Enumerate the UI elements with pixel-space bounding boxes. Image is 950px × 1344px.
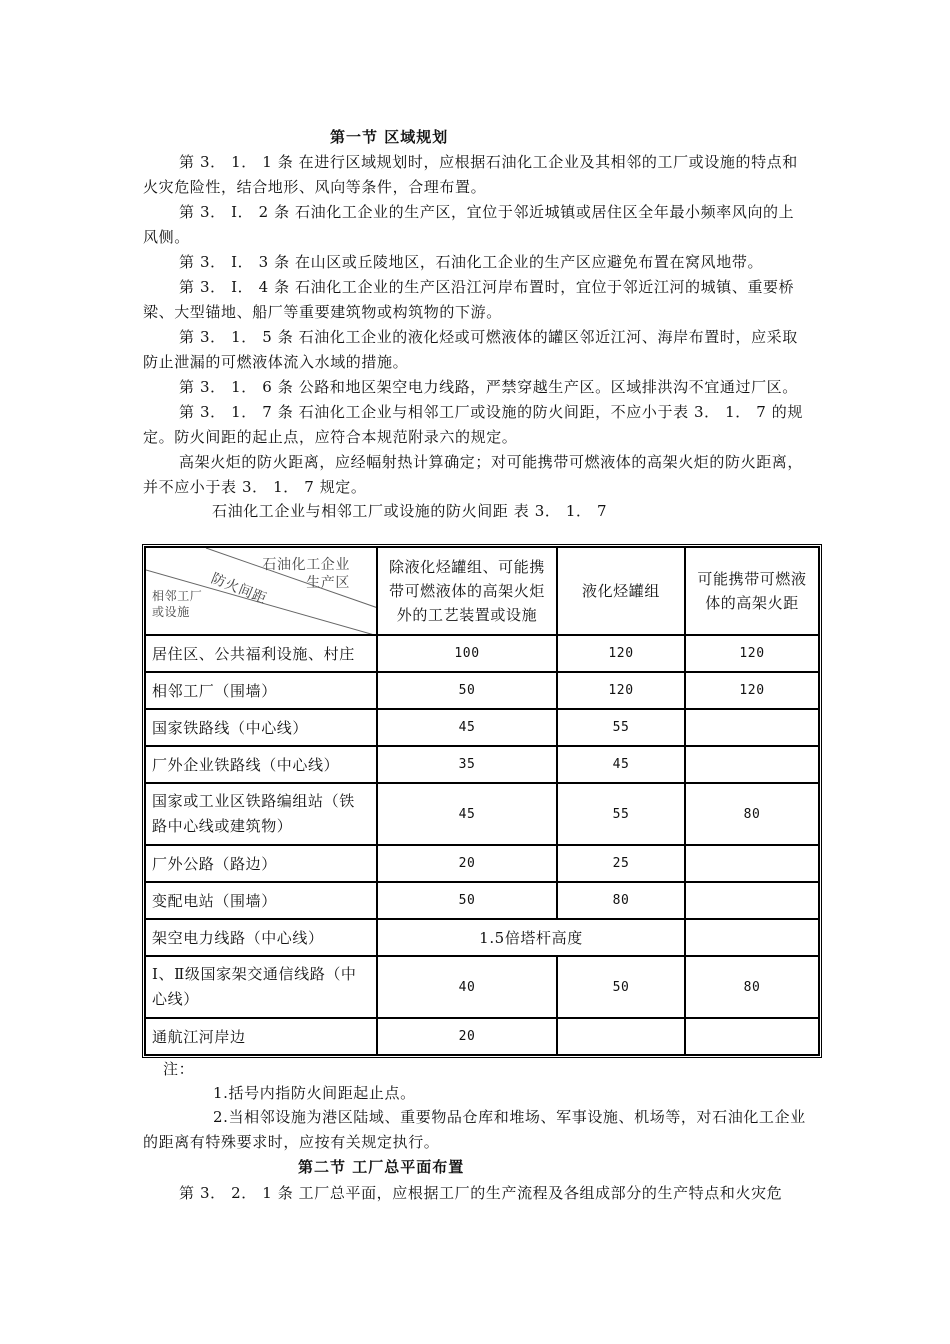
cell-value: 120 xyxy=(685,635,819,672)
cell-value xyxy=(685,709,819,746)
table-row xyxy=(145,956,819,1018)
row-label: 居住区、公共福利设施、村庄 xyxy=(145,635,377,672)
row-label: 厂外公路（路边） xyxy=(145,845,377,882)
table-row xyxy=(145,1018,819,1055)
cell-value: 120 xyxy=(557,672,685,709)
cell-value xyxy=(557,1018,685,1055)
clause-3-2-1: 第 3． 2． 1 条 工厂总平面，应根据工厂的生产流程及各组成部分的生产特点和火灾危 xyxy=(179,1184,783,1202)
cell-value: 120 xyxy=(685,672,819,709)
row-label: 变配电站（围墙） xyxy=(145,882,377,919)
corner-label-top: 石油化工企业 生产区 xyxy=(262,557,350,591)
clause-3-1-4: 第 3． I． 4 条 石油化工企业的生产区沿江河岸布置时，宜位于邻近江河的城镇、重要桥梁、大型锚地、船厂等重要建筑物或构筑物的下游。 xyxy=(143,278,795,321)
cell-value: 55 xyxy=(557,783,685,845)
table-row xyxy=(145,783,819,845)
notes-label: 注： xyxy=(163,1060,195,1078)
clause-3-1-5: 第 3． 1． 5 条 石油化工企业的液化烃或可燃液体的罐区邻近江河、海岸布置时，应采取防止泄漏的可燃液体流入水域的措施。 xyxy=(143,328,798,371)
row-label: 通航江河岸边 xyxy=(145,1018,377,1055)
cell-value xyxy=(685,882,819,919)
cell-value xyxy=(685,845,819,882)
cell-value: 45 xyxy=(377,783,557,845)
row-label: Ⅰ、Ⅱ级国家架交通信线路（中心线） xyxy=(145,956,377,1018)
clause-3-1-3: 第 3． I． 3 条 在山区或丘陵地区，石油化工企业的生产区应避免布置在窝风地带。 xyxy=(179,253,764,271)
header-lpg-tanks: 液化烃罐组 xyxy=(557,547,685,635)
fire-distance-table xyxy=(142,544,822,1058)
table-row xyxy=(145,882,819,919)
merged-cell-value: 1.5倍塔杆高度 xyxy=(377,919,685,956)
clause-3-1-6: 第 3． 1． 6 条 公路和地区架空电力线路，严禁穿越生产区。区域排洪沟不宜通过厂区。 xyxy=(179,378,798,396)
cell-value xyxy=(685,1018,819,1055)
table-caption: 石油化工企业与相邻工厂或设施的防火间距 表 3． 1． 7 xyxy=(212,502,608,520)
table-row xyxy=(145,746,819,783)
note-2: 2.当相邻设施为港区陆域、重要物品仓库和堆场、军事设施、机场等，对石油化工企业的距离有特殊要求时，应按有关规定执行。 xyxy=(143,1108,806,1151)
clause-3-1-2: 第 3． I． 2 条 石油化工企业的生产区，宜位于邻近城镇或居住区全年最小频率风向的上风侧。 xyxy=(143,203,795,246)
cell-value: 45 xyxy=(377,709,557,746)
row-label: 国家铁路线（中心线） xyxy=(145,709,377,746)
cell-value: 45 xyxy=(557,746,685,783)
header-process-units: 除液化烃罐组、可能携带可燃液体的高架火炬外的工艺装置或设施 xyxy=(377,547,557,635)
cell-value: 120 xyxy=(557,635,685,672)
cell-value: 50 xyxy=(377,672,557,709)
cell-value: 50 xyxy=(557,956,685,1018)
cell-value: 35 xyxy=(377,746,557,783)
cell-value: 80 xyxy=(557,882,685,919)
cell-value: 40 xyxy=(377,956,557,1018)
table-corner-header xyxy=(145,547,377,635)
cell-value xyxy=(685,746,819,783)
cell-value: 80 xyxy=(685,956,819,1018)
row-label: 厂外企业铁路线（中心线） xyxy=(145,746,377,783)
table-row xyxy=(145,709,819,746)
section-title-regional-planning: 第一节 区域规划 xyxy=(330,128,449,146)
cell-value: 20 xyxy=(377,845,557,882)
flare-distance-paragraph: 高架火炬的防火距离，应经幅射热计算确定；对可能携带可燃液体的高架火炬的防火距离，并不应小于表 3． 1． 7 规定。 xyxy=(143,453,804,496)
clause-3-1-1: 第 3． 1． 1 条 在进行区域规划时，应根据石油化工企业及其相邻的工厂或设施的特点和火灾危险性，结合地形、风向等条件，合理布置。 xyxy=(143,153,798,196)
table-row xyxy=(145,635,819,672)
cell-value: 55 xyxy=(557,709,685,746)
table-row xyxy=(145,845,819,882)
header-elevated-flare: 可能携带可燃液体的高架火距 xyxy=(685,547,819,635)
row-label: 国家或工业区铁路编组站（铁路中心线或建筑物） xyxy=(145,783,377,845)
cell-value: 100 xyxy=(377,635,557,672)
cell-value: 50 xyxy=(377,882,557,919)
note-1: 1.括号内指防火间距起止点。 xyxy=(213,1084,416,1102)
table-row xyxy=(145,672,819,709)
clause-3-1-7: 第 3． 1． 7 条 石油化工企业与相邻工厂或设施的防火间距，不应小于表 3． 1． 7 的规定。防火间距的起止点，应符合本规范附录六的规定。 xyxy=(143,403,803,446)
cell-value: 25 xyxy=(557,845,685,882)
row-label: 相邻工厂（围墙） xyxy=(145,672,377,709)
corner-label-bottom: 相邻工厂 或设施 xyxy=(152,589,203,619)
cell-value: 80 xyxy=(685,783,819,845)
table-header-row xyxy=(145,547,819,635)
row-label: 架空电力线路（中心线） xyxy=(145,919,377,956)
cell-value xyxy=(685,919,819,956)
table-row xyxy=(145,919,819,956)
cell-value: 20 xyxy=(377,1018,557,1055)
corner-label-middle: 防火间距 xyxy=(208,570,269,608)
section-title-general-layout: 第二节 工厂总平面布置 xyxy=(298,1158,465,1176)
